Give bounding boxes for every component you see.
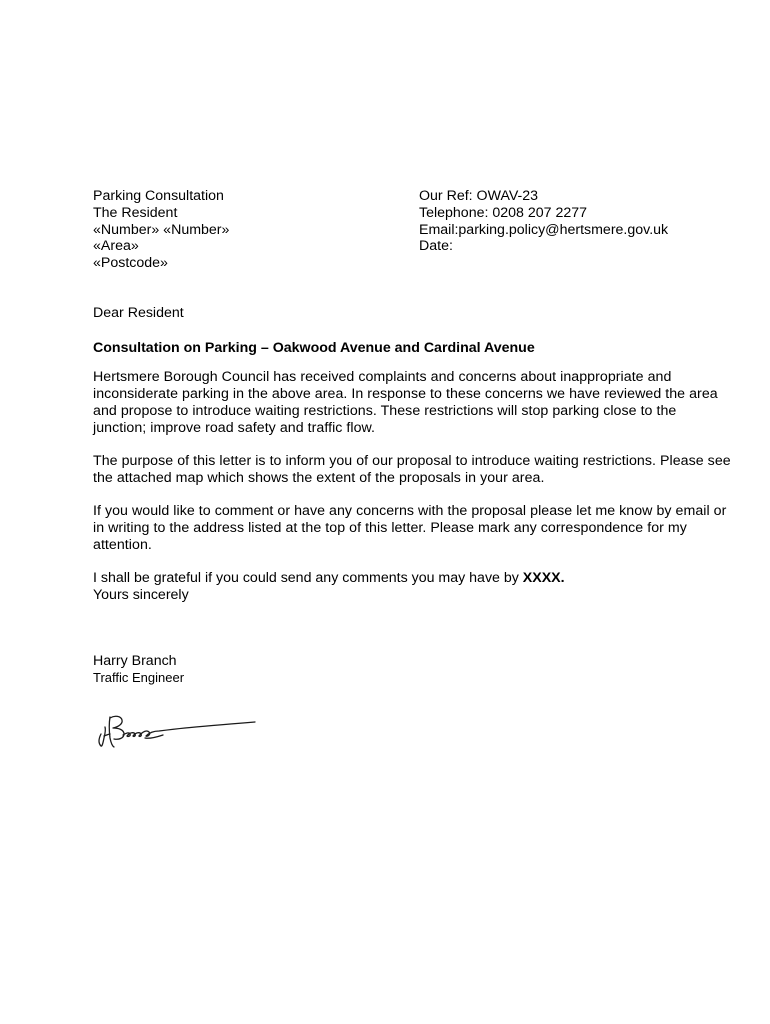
paragraph: The purpose of this letter is to inform you of our proposal to introduce waiting restrictions. Please see the attached map which shows the extent of the proposals in your area. <box>93 453 731 486</box>
closing: Yours sincerely <box>93 587 189 603</box>
recipient-address <box>93 188 229 272</box>
email: Email:parking.policy@hertsmere.gov.uk <box>419 221 669 238</box>
letter-body <box>93 305 733 604</box>
recipient-line: «Postcode» <box>93 255 168 272</box>
deadline-text: I shall be grateful if you could send any comments you may have by <box>93 570 523 586</box>
recipient-line: «Number» «Number» <box>93 221 230 238</box>
recipient-line: Parking Consultation <box>93 188 224 204</box>
sender-reference-block <box>419 188 668 255</box>
salutation: Dear Resident <box>93 305 184 321</box>
handwritten-signature <box>95 708 265 756</box>
subject-heading: Consultation on Parking – Oakwood Avenue and Cardinal Avenue <box>93 340 535 356</box>
paragraph: Hertsmere Borough Council has received complaints and concerns about inappropriate and inconsiderate parking in the above area. In response to these concerns we have reviewed the area and propose to introduce waiting restrictions. These restrictions will stop parking close to the junction; improve road safety and traffic flow. <box>93 369 718 436</box>
recipient-line: The Resident <box>93 204 178 221</box>
signatory-title: Traffic Engineer <box>93 670 185 685</box>
our-ref: Our Ref: OWAV-23 <box>419 188 539 204</box>
paragraph: If you would like to comment or have any concerns with the proposal please let me know by email or in writing to the address listed at the top of this letter. Please mark any correspondence for my attention. <box>93 503 727 553</box>
signatory-name: Harry Branch <box>93 653 177 669</box>
deadline-sentence <box>93 570 733 587</box>
date: Date: <box>419 238 453 255</box>
deadline-value: XXXX. <box>522 570 565 586</box>
recipient-line: «Area» <box>93 238 139 255</box>
signatory-block <box>93 653 184 686</box>
telephone: Telephone: 0208 207 2277 <box>419 204 588 221</box>
